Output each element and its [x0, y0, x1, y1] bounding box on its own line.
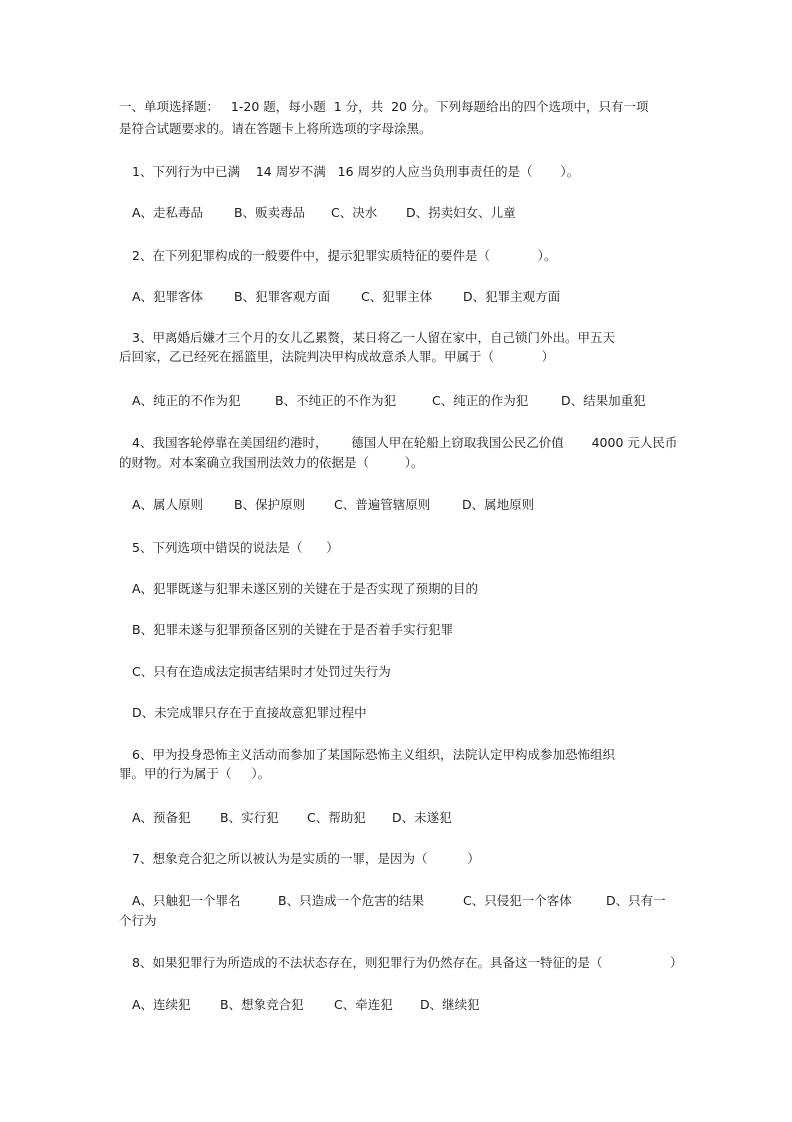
question-7: 7、想象竞合犯之所以被认为是实质的一罪，是因为（ ）	[132, 851, 480, 866]
section-intro-line1: 一、单项选择题： 1-20 题，每小题 1 分，共 20 分。下列每题给出的四个选项中，只有一项	[119, 99, 649, 114]
option-3c: C、纯正的作为犯	[432, 393, 529, 408]
question-3-line2: 后回家，乙已经死在摇篮里，法院判决甲构成故意杀人罪。甲属于（ ）	[119, 349, 555, 364]
option-4d: D、属地原则	[462, 497, 535, 512]
option-3b: B、不纯正的不作为犯	[275, 393, 397, 408]
option-7d: D、只有一	[606, 893, 666, 908]
section-intro-line2: 是符合试题要求的。请在答题卡上将所选项的字母涂黑。	[119, 121, 432, 136]
option-7b: B、只造成一个危害的结果	[278, 893, 425, 908]
question-4-line2: 的财物。对本案确立我国刑法效力的依据是（ ）。	[119, 455, 424, 470]
option-2c: C、犯罪主体	[361, 289, 433, 304]
option-8a: A、连续犯	[132, 997, 191, 1012]
question-4-line1: 4、我国客轮停靠在美国纽约港时， 德国人甲在轮船上窃取我国公民乙价值 4000 元人民币	[132, 435, 678, 450]
option-2b: B、犯罪客观方面	[234, 289, 331, 304]
option-4b: B、保护原则	[234, 497, 306, 512]
option-6c: C、帮助犯	[307, 810, 366, 825]
option-3d: D、结果加重犯	[561, 393, 646, 408]
option-1d: D、拐卖妇女、儿童	[406, 205, 516, 220]
question-6-line1: 6、甲为投身恐怖主义活动而参加了某国际恐怖主义组织，法院认定甲构成参加恐怖组织	[132, 747, 615, 762]
question-5: 5、下列选项中错误的说法是（ ）	[132, 540, 339, 555]
option-5c: C、只有在造成法定损害结果时才处罚过失行为	[132, 664, 391, 679]
question-8: 8、如果犯罪行为所造成的不法状态存在，则犯罪行为仍然存在。具备这一特征的是（ ）	[132, 955, 683, 970]
option-7d-wrap: 个行为	[119, 913, 157, 928]
option-8d: D、继续犯	[420, 997, 480, 1012]
option-6b: B、实行犯	[220, 810, 279, 825]
option-2d: D、犯罪主观方面	[463, 289, 561, 304]
option-6d: D、未遂犯	[392, 810, 452, 825]
option-3a: A、纯正的不作为犯	[132, 393, 241, 408]
option-7a: A、只触犯一个罪名	[132, 893, 241, 908]
option-4a: A、属人原则	[132, 497, 204, 512]
option-1b: B、贩卖毒品	[234, 205, 306, 220]
question-6-line2: 罪。甲的行为属于（ ）。	[119, 766, 271, 781]
option-5a: A、犯罪既遂与犯罪未遂区别的关键在于是否实现了预期的目的	[132, 581, 479, 596]
option-5d: D、未完成罪只存在于直接故意犯罪过程中	[132, 705, 367, 720]
option-7c: C、只侵犯一个客体	[463, 893, 572, 908]
option-1a: A、走私毒品	[132, 205, 204, 220]
option-2a: A、犯罪客体	[132, 289, 204, 304]
question-3-line1: 3、甲离婚后嫌才三个月的女儿乙累赘，某日将乙一人留在家中，自己锁门外出。甲五天	[132, 330, 615, 345]
question-1: 1、下列行为中已满 14 周岁不满 16 周岁的人应当负刑事责任的是（ ）。	[132, 164, 580, 179]
question-2: 2、在下列犯罪构成的一般要件中，提示犯罪实质特征的要件是（ ）。	[132, 248, 557, 263]
option-4c: C、普遍管辖原则	[334, 497, 431, 512]
option-8c: C、牵连犯	[334, 997, 393, 1012]
option-1c: C、决水	[331, 205, 378, 220]
option-8b: B、想象竞合犯	[220, 997, 304, 1012]
option-6a: A、预备犯	[132, 810, 191, 825]
option-5b: B、犯罪未遂与犯罪预备区别的关键在于是否着手实行犯罪	[132, 622, 454, 637]
